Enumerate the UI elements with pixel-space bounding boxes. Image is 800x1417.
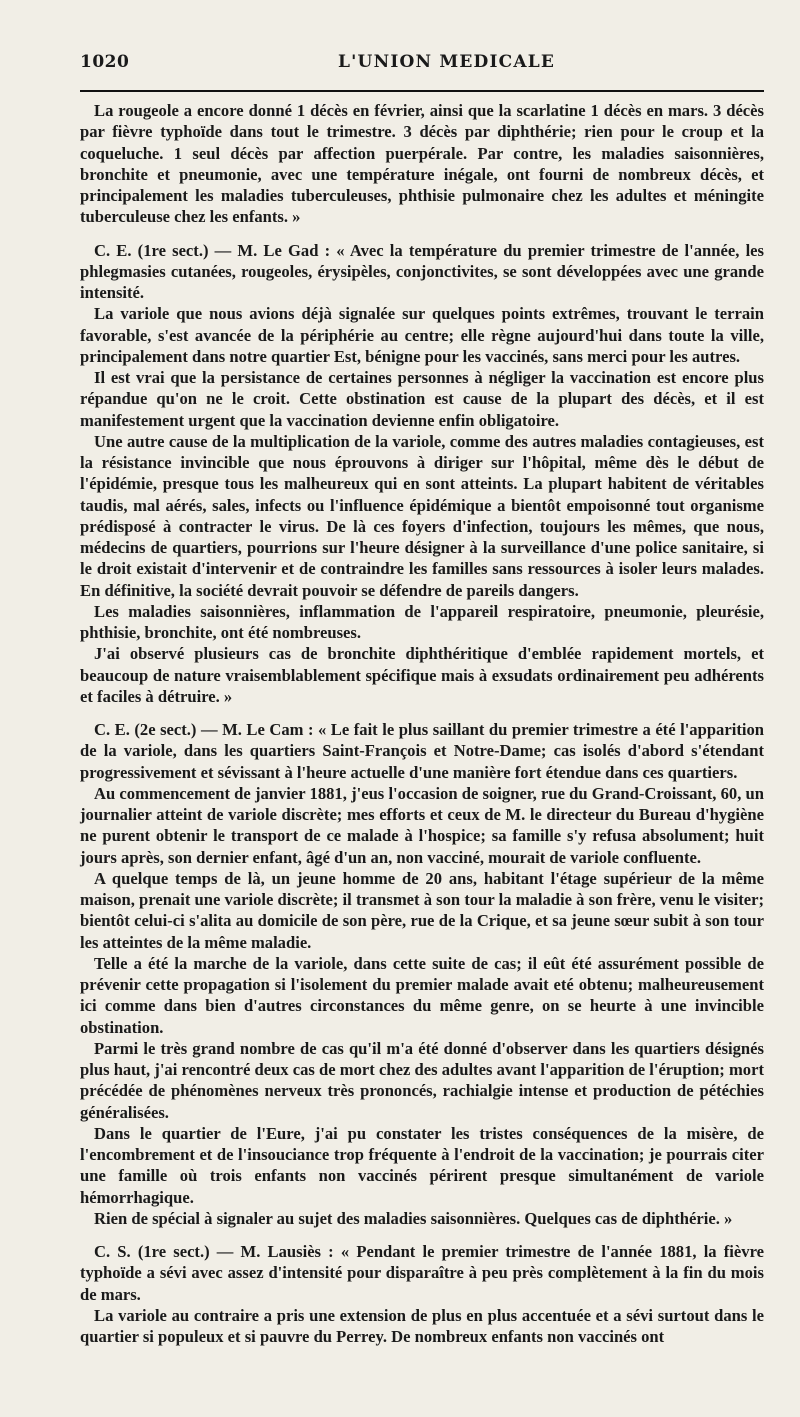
paragraph: C. E. (2e sect.) — M. Le Cam : « Le fait le plus saillant du premier trimestre a été l'apparition de la variole, dans les quartiers Saint-François et Notre-Dame; cas isolés d'abord s'étendant progressivement et sévissant à l'heure actuelle d'une manière fort étendue dans ces quartiers. <box>80 720 764 782</box>
paragraph: Une autre cause de la multiplication de la variole, comme des autres maladies contagieuses, est la résistance invincible que nous éprouvons à diriger sur l'hôpital, même dès le début de l'épidémie, presque tous les malheureux qui en sont atteints. La plupart habitent de véritables taudis, mal aérés, sales, infects ou l'influence épidémique a bientôt empoisonné tout organisme prédisposé à contracter le virus. De là ces foyers d'infection, toujours les mêmes, que nous, médecins de quartiers, pourrions sur l'heure désigner à la surveillance d'une police sanitaire, si le droit existait d'intervenir et de contraindre les familles sans ressources à isoler leurs malades. En définitive, la société devrait pouvoir se défendre de pareils dangers. <box>80 431 764 600</box>
paragraph: Telle a été la marche de la variole, dans cette suite de cas; il eût été assurément possible de prévenir cette propagation si l'isolement du premier malade avait eté obtenu; malheureusement ici comme dans bien d'autres circonstances du même genre, on se heurte à une invincible obstination. <box>80 953 764 1037</box>
header-rule <box>80 90 764 92</box>
running-head: L'UNION MEDICALE <box>338 52 556 72</box>
paragraph: Les maladies saisonnières, inflammation de l'appareil respiratoire, pneumonie, pleurésie, phthisie, bronchite, ont été nombreuses. <box>80 601 764 642</box>
paragraph: Parmi le très grand nombre de cas qu'il m'a été donné d'observer dans les quartiers désignés plus haut, j'ai rencontré deux cas de mort chez des adultes avant l'apparition de l'éruption; mort précédée de phénomènes nerveux très prononcés, rachialgie intense et production de pétéchies généralisées. <box>80 1038 764 1122</box>
page-number: 1020 <box>80 52 130 72</box>
paragraph: La rougeole a encore donné 1 décès en février, ainsi que la scarlatine 1 décès en mars. 3 décès par fièvre typhoïde dans tout le trimestre. 3 décès par diphthérie; rien pour le croup et la coqueluche. 1 seul décès par affection puerpérale. Par contre, les maladies saisonnières, bronchite et pneumonie, avec une température inégale, ont fourni de nombreux décès, et principalement les maladies tuberculeuses, phthisie pulmonaire chez les adultes et méningite tuberculeuse chez les enfants. » <box>80 101 764 227</box>
paragraph: Rien de spécial à signaler au sujet des maladies saisonnières. Quelques cas de diphthérie. » <box>94 1208 733 1228</box>
page-header <box>80 48 764 78</box>
paragraph: Il est vrai que la persistance de certaines personnes à négliger la vaccination est encore plus répandue qu'on ne le croit. Cette obstination est cause de la plupart des décès, et il est manifestement urgent que la vaccination devienne enfin obligatoire. <box>80 368 764 430</box>
paragraph: Dans le quartier de l'Eure, j'ai pu constater les tristes conséquences de la misère, de l'encombrement et de l'insouciance trop fréquente à l'endroit de la vaccination; je pourrais citer une famille où trois enfants non vaccinés périrent presque simultanément de variole hémorrhagique. <box>80 1123 764 1207</box>
paragraph: C. S. (1re sect.) — M. Lausiès : « Pendant le premier trimestre de l'année 1881, la fièvre typhoïde a sévi avec assez d'intensité pour disparaître à peu près complètement à la fin du mois de mars. <box>80 1242 764 1304</box>
paragraph: La variole que nous avions déjà signalée sur quelques points extrêmes, trouvant le terrain favorable, s'est avancée de la périphérie au centre; elle règne aujourd'hui dans toute la ville, principalement dans notre quartier Est, bénigne pour les vaccinés, sans merci pour les autres. <box>80 304 764 366</box>
paragraph: J'ai observé plusieurs cas de bronchite diphthéritique d'emblée rapidement mortels, et beaucoup de nature vraisemblablement spécifique mais à exsudats ordinairement peu adhérents et faciles à détruire. » <box>80 644 764 706</box>
paragraph: Au commencement de janvier 1881, j'eus l'occasion de soigner, rue du Grand-Croissant, 60, un journalier atteint de variole discrète; mes efforts et ceux de M. le directeur du Bureau d'hygiène ne purent obtenir le transport de ce malade à l'hospice; sa famille s'y refusa absolument; huit jours après, son dernier enfant, âgé d'un an, non vacciné, mourait de variole confluente. <box>80 783 764 867</box>
paragraph: La variole au contraire a pris une extension de plus en plus accentuée et a sévi surtout dans le quartier si populeux et si pauvre du Perrey. De nombreux enfants non vaccinés ont <box>80 1305 764 1346</box>
paragraph: C. E. (1re sect.) — M. Le Gad : « Avec la température du premier trimestre de l'année, les phlegmasies cutanées, rougeoles, érysipèles, conjonctivites, se sont développées avec une grande intensité. <box>80 240 764 302</box>
article-body <box>80 100 764 1347</box>
paragraph: A quelque temps de là, un jeune homme de 20 ans, habitant l'étage supérieur de la même maison, prenait une variole discrète; il transmet à son tour la maladie à son frère, venu le visiter; bientôt celui-ci s'alita au domicile de son père, rue de la Crique, et sa jeune sœur subit à son tour les atteintes de la même maladie. <box>80 868 764 952</box>
